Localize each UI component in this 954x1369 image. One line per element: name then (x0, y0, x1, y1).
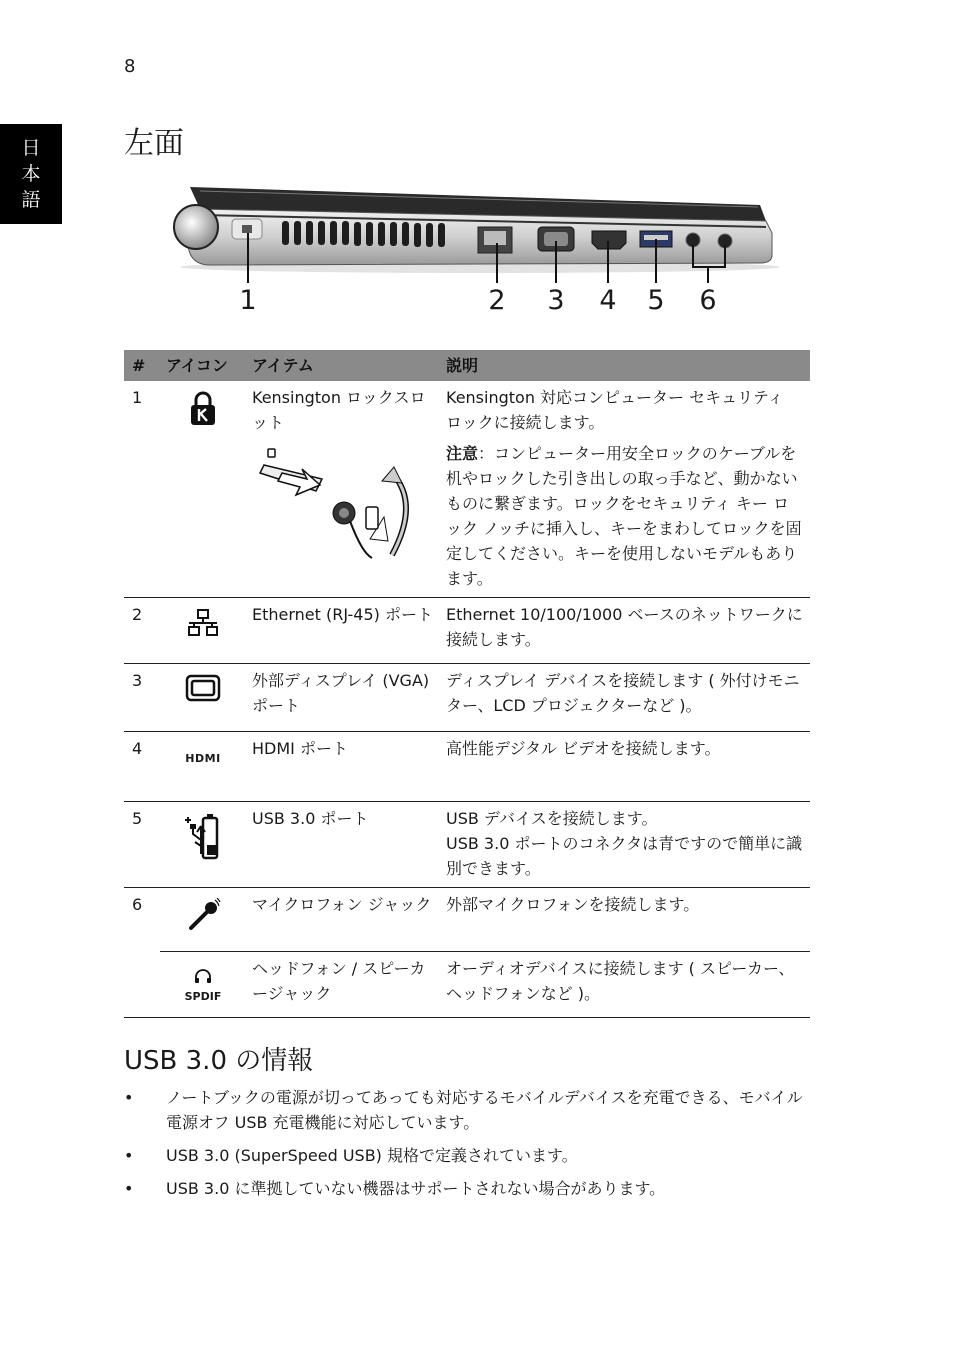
table-row (124, 802, 810, 888)
item-description-detail: USB 3.0 ポートのコネクタは青ですので簡単に識別できます。 (446, 834, 803, 878)
lock-installation-illustration (252, 443, 412, 573)
kensington-lock-icon (188, 391, 218, 427)
list-item-text: USB 3.0 に準拠していない機器はサポートされない場合があります。 (166, 1179, 666, 1198)
page-number: 8 (124, 56, 136, 77)
row-number: 5 (124, 802, 160, 888)
row-number: 1 (124, 381, 160, 598)
table-header-row (124, 350, 810, 381)
table-row (124, 381, 810, 598)
header-item: アイテム (246, 350, 440, 381)
callout-number: 4 (599, 285, 617, 316)
list-item (124, 1143, 814, 1168)
bullet-marker: • (124, 1179, 134, 1198)
headphone-icon (166, 966, 240, 1003)
item-description: オーディオデバイスに接続します ( スピーカー、ヘッドフォンなど )。 (440, 952, 810, 1018)
table-row (124, 952, 810, 1018)
page-title: 左面 (124, 126, 184, 161)
item-name: Kensington ロックスロット (252, 388, 426, 432)
list-item (124, 1085, 814, 1135)
item-name: Ethernet (RJ-45) ポート (246, 598, 440, 664)
language-tab-char: 日 (21, 137, 41, 159)
item-name: USB 3.0 ポート (246, 802, 440, 888)
header-num: # (124, 350, 160, 381)
language-tab-char: 本 (21, 163, 41, 185)
list-item-text: USB 3.0 (SuperSpeed USB) 規格で定義されています。 (166, 1146, 578, 1165)
bullet-marker: • (124, 1146, 134, 1165)
callout-number: 5 (647, 285, 665, 316)
callout-number: 1 (239, 285, 257, 316)
item-description: 高性能デジタル ビデオを接続します。 (440, 732, 810, 802)
row-number: 3 (124, 664, 160, 732)
table-row (124, 732, 810, 802)
callout-number: 6 (699, 285, 717, 316)
header-description: 説明 (440, 350, 810, 381)
row-number: 2 (124, 598, 160, 664)
laptop-left-side-diagram (160, 175, 780, 330)
item-description: USB デバイスを接続します。 (446, 809, 658, 828)
callout-number: 2 (488, 285, 506, 316)
callout-number: 3 (547, 285, 565, 316)
language-tab-char: 語 (21, 189, 41, 211)
item-description: 外部マイクロフォンを接続します。 (440, 888, 810, 952)
section-title: USB 3.0 の情報 (124, 1046, 314, 1076)
ports-table (124, 350, 810, 1018)
ethernet-icon (186, 608, 220, 638)
header-icon: アイコン (160, 350, 246, 381)
row-number: 6 (124, 888, 160, 1018)
row-number: 4 (124, 732, 160, 802)
table-row (124, 888, 810, 952)
item-name: ヘッドフォン / スピーカージャック (246, 952, 440, 1018)
item-name: マイクロフォン ジャック (246, 888, 440, 952)
item-description: Ethernet 10/100/1000 ベースのネットワークに接続します。 (440, 598, 810, 664)
spdif-label: SPDIF (184, 990, 222, 1003)
item-name: 外部ディスプレイ (VGA) ポート (246, 664, 440, 732)
item-name: HDMI ポート (246, 732, 440, 802)
note-label: 注意 (446, 444, 479, 463)
hdmi-icon: HDMI (185, 752, 221, 765)
bullet-marker: • (124, 1088, 134, 1107)
list-item-text: ノートブックの電源が切ってあっても対応するモバイルデバイスを充電できる、モバイル電源オフ USB 充電機能に対応しています。 (166, 1088, 803, 1132)
item-description: ディスプレイ デバイスを接続します ( 外付けモニター、LCD プロジェクターなど )。 (440, 664, 810, 732)
item-description: Kensington 対応コンピューター セキュリティ ロックに接続します。 (446, 388, 784, 432)
vga-icon (185, 674, 221, 702)
table-row (124, 664, 810, 732)
list-item (124, 1176, 814, 1201)
usb-3-icon (183, 812, 223, 862)
headphone-glyph (193, 968, 213, 984)
microphone-icon (185, 898, 221, 934)
note-text: ：コンピューター用安全ロックのケーブルを机やロックした引き出しの取っ手など、動かないものに繋ぎます。ロックをセキュリティ キー ロック ノッチに挿入し、キーをまわしてロックを固定してください。キーを使用しないモデルもあります。 (446, 444, 802, 588)
table-row (124, 598, 810, 664)
usb-info-list (124, 1085, 814, 1209)
laptop-illustration (160, 175, 780, 285)
language-tab (0, 124, 62, 224)
